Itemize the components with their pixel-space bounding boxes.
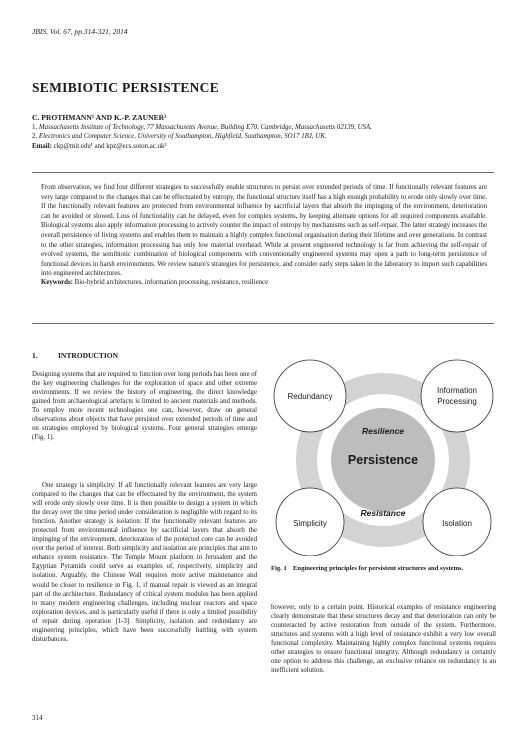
- author-list: C. PROTHMANN¹ AND K.-P. ZAUNER²: [32, 113, 167, 122]
- section-number: 1.: [32, 351, 38, 360]
- abstract-text: From observation, we find four different strategies to successfully enable structures to persist over extended periods of time. If functionally relevant features are very large compared to the changes that can be effectuated by entropy, the functional structure itself has a high enough probability to erode only slowly over time. If the functionally relevant features are protected from environmental influence by sacrificial layers that absorb the impinging of the environment, deterioration can be avoided or slowed. Loss of functionality can be delayed, even for complex systems, by keeping alternate options for all required components available. Biological systems also apply information processing to actively counter the impact of entropy by mechanisms such as self-repair. The latter strategy increases the overall persistence of living systems and enables them to maintain a highly complex functional organisation during their lifetime and over generations. In contrast to the other strategies, information processing has only low material overhead. While at present engineered technology is far from achieving the self-repair of evolved systems, the semibiotic combination of biological components with conventionally engineered systems may open a path to long-term persistence of functional devices in harsh environments. We review nature's strategies for persistence, and consider early steps taken in the laboratory to import such capabilities into engineered architectures.: [41, 184, 487, 278]
- processing-label: Processing: [437, 397, 477, 406]
- abstract-box: [32, 172, 494, 324]
- keywords-label: Keywords:: [41, 279, 73, 286]
- body-paragraph-1: Designing systems that are required to function over long periods has been one of the key engineering challenges for the exploration of space and other extreme environments. If we review the history of engineering, the direct knowledge gained from archaeological artefacts is limited to ancient materials and methods. To employ more recent technologies one can, however, draw on general observations about objects that have persisted over extended periods of time and on strategies employed by biological systems. Four general strategies emerge (Fig. 1).: [32, 371, 257, 442]
- caption-text: Engineering principles for persistent structures and systems.: [293, 565, 464, 572]
- email-addresses[interactable]: ckp@mit.edu¹ and kpz@ecs.soton.ac.uk²: [53, 143, 167, 150]
- affiliation-text: Electronics and Computer Science, University of Southampton, Highfield, Southampton, SO17 1BJ, UK.: [38, 133, 327, 140]
- keywords-text: Bio-hybrid architectures, information processing, resistance, resilience: [74, 279, 269, 286]
- page-number: 314: [32, 714, 43, 722]
- affiliation-2: [32, 133, 327, 140]
- email-label: Email:: [32, 143, 52, 150]
- redundancy-label: Redundancy: [287, 392, 333, 401]
- affiliation-1: [32, 124, 372, 131]
- section-heading-introduction: [32, 351, 118, 360]
- figure-caption: [271, 565, 496, 574]
- keywords-line: [41, 279, 268, 286]
- body-paragraph-2: One strategy is simplicity: If all functionally relevant features are very large compared to the changes that can be effectuated by the environment, the system will erode only slowly over time. It is then possible to design a system in which the decay over the time period under consideration is negligible with regard to its function. Another strategy is isolation: If the functionally relevant features are protected from environmental influence by sacrificial layers that absorb the impinging of the environment, deterioration of the protected core can be avoided over the period of interest. Both simplicity and isolation are principles that aim to enhance system resistance. The Temple Mount platform in Jerusalem and the Egyptian Pyramids could serve as examples of, respectively, simplicity and isolation. Arguably, the Chinese Wall requires more active maintenance and would be closer to resilience in Fig. 1, if manual repair is viewed as an integral part of the architecture. Redundancy of critical system modules has been applied to many modern engineering challenges, including nuclear reactors and space exploration devices, and is particularly useful if there is only a limited possibility of repair during operation [1-3]. Simplicity, isolation and redundancy are engineering principles, which have been successfully battling with system disturbances,: [32, 482, 257, 643]
- resistance-label: Resistance: [360, 508, 406, 518]
- resilience-label: Resilience: [361, 426, 405, 436]
- persistence-label: Persistence: [347, 453, 419, 467]
- body-paragraph-3: however, only to a certain point. Historical examples of resistance engineering clearly demonstrate that these structures decay and that deterioration can only be counteracted by active restoration from outside of the system. Furthermore, structures and systems with a high level of resistance exhibit a very low overall functional complexity. Maintaining highly complex functional systems requires other strategies to ensure functional integrity. Although redundancy is certainly one option to address this challenge, an exclusive reliance on redundancy is an inefficient solution.: [271, 604, 496, 675]
- caption-label: Fig. 1: [271, 565, 287, 572]
- figure-1-diagram: [271, 348, 496, 556]
- affiliation-text: Massachusetts Institute of Technology, 77 Massachusetts Avenue, Building E70, Cambridge, Massachusetts 02139, USA.: [38, 124, 372, 131]
- paper-title: SEMIBIOTIC PERSISTENCE: [32, 80, 220, 95]
- affiliation-number: 2.: [32, 133, 38, 140]
- simplicity-label: Simplicity: [293, 519, 327, 528]
- isolation-label: Isolation: [442, 519, 472, 528]
- information-label: Information: [436, 386, 478, 395]
- persistence-diagram: [271, 348, 496, 556]
- affiliation-number: 1.: [32, 124, 38, 131]
- information-processing-node: [421, 360, 493, 432]
- journal-header: JBIS, Vol. 67, pp.314-321, 2014: [32, 27, 128, 36]
- contact-email: [32, 143, 167, 150]
- section-title: INTRODUCTION: [58, 351, 119, 360]
